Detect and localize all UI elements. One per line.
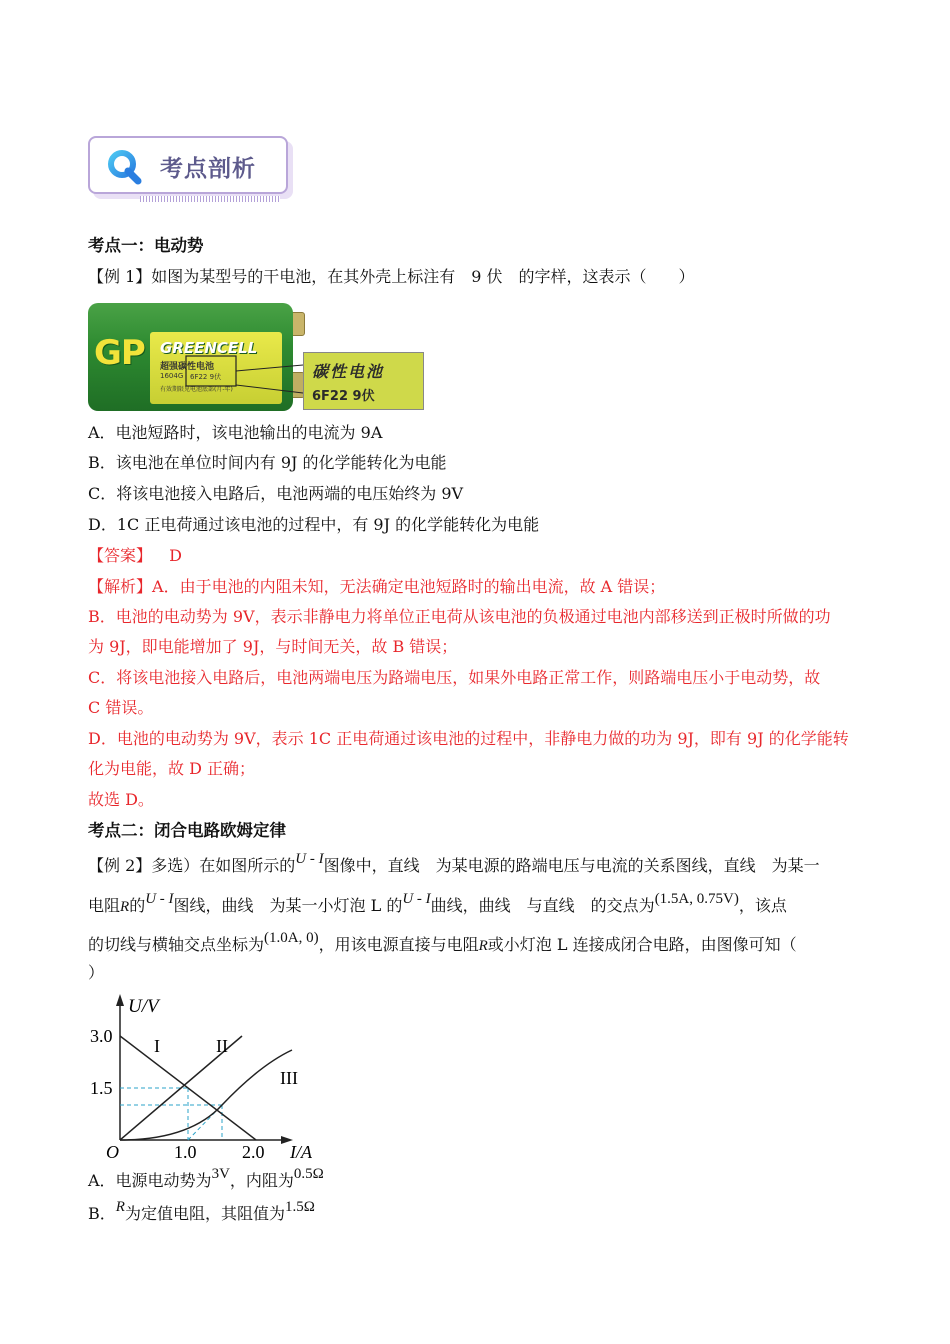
curve-III <box>120 1050 292 1140</box>
ui-graph <box>80 990 330 1160</box>
q2-text: 的切线与横轴交点坐标为 <box>88 935 265 954</box>
battery-label-cn: 超强碳性电池 <box>160 362 215 372</box>
battery-code: 1604G <box>160 372 184 380</box>
resistance-value: 1.5Ω <box>284 1199 315 1215</box>
analysis-line-7: 化为电能，故 D 正确； <box>88 759 256 778</box>
analysis-line-3: 为 9J，即电能增加了 9J，与时间无关，故 B 错误； <box>88 637 458 656</box>
q2-text: ，内阻为 <box>229 1171 294 1190</box>
r-symbol: R <box>115 1199 125 1215</box>
ui-symbol: U - I <box>295 851 324 867</box>
q2-line3 <box>88 930 868 957</box>
y-tick-3.0: 3.0 <box>90 1026 113 1046</box>
answer-line <box>88 545 868 567</box>
battery-product: GREENCELL <box>160 339 258 357</box>
q2-text: ，用该电源直接与电阻 <box>318 935 479 954</box>
internal-resistance: 0.5Ω <box>293 1166 324 1182</box>
q2-line2 <box>88 891 868 918</box>
q2-option-b <box>88 1199 868 1226</box>
analysis-line-8: 故选 D。 <box>88 790 154 809</box>
q2-line4: ） <box>88 963 105 982</box>
x-tick-2.0: 2.0 <box>242 1142 265 1160</box>
tangent-point: (1.0A, 0) <box>264 930 319 946</box>
header-underline <box>140 196 280 202</box>
analysis-text: A．由于电池的内阻未知，无法确定电池短路时的输出电流，故 A 错误； <box>152 577 666 596</box>
r-symbol: R <box>478 938 488 954</box>
y-tick-1.5: 1.5 <box>90 1078 113 1098</box>
answer-label: 【答案】 <box>88 546 153 565</box>
q2-text: A．电源电动势为 <box>88 1171 212 1190</box>
ui-symbol: U - I <box>145 891 174 907</box>
label-II: II <box>216 1036 228 1056</box>
q2-line1 <box>88 851 868 878</box>
q2-text: 的 <box>129 896 146 915</box>
label-III: III <box>280 1068 298 1088</box>
answer-value: D <box>169 546 182 565</box>
q2-text: ，该点 <box>738 896 787 915</box>
battery-model: 6F22 9伏 <box>190 373 222 381</box>
q2-text: 为定值电阻，其阻值为 <box>124 1204 285 1223</box>
x-axis-label: I/A <box>290 1142 312 1160</box>
q2-text: 图像中，直线 为某电源的路端电压与电流的关系图线，直线 为某一 <box>323 856 820 875</box>
q2-text: 电阻 <box>88 896 121 915</box>
analysis-line-5: C 错误。 <box>88 698 154 717</box>
label-I: I <box>154 1036 160 1056</box>
battery-brand: GP <box>94 333 145 373</box>
battery-note: 有效期限见电池底部(月-年) <box>160 386 233 393</box>
search-icon <box>104 147 144 187</box>
callout-box <box>185 355 305 395</box>
q2-text: 【例 2】多选）在如图所示的 <box>88 856 296 875</box>
q2-text: B． <box>88 1204 116 1223</box>
option-c: C．将该电池接入电路后，电池两端的电压始终为 9V <box>88 484 464 503</box>
zoom-line1: 碳性电池 <box>312 362 385 381</box>
option-b: B．该电池在单位时间内有 9J 的化学能转化为电能 <box>88 453 447 472</box>
q2-option-a <box>88 1166 868 1193</box>
ui-symbol: U - I <box>402 891 431 907</box>
section2-heading: 考点二：闭合电路欧姆定律 <box>88 821 286 840</box>
analysis-line-4: C．将该电池接入电路后，电池两端电压为路端电压，如果外电路正常工作，则路端电压小于电动势，故 <box>88 668 821 687</box>
q2-text: 或小灯泡 L 连接成闭合电路，由图像可知（ <box>487 935 797 954</box>
intersection-point: (1.5A, 0.75V) <box>654 891 739 907</box>
emf-value: 3V <box>211 1166 230 1182</box>
q2-text: 图线，曲线 为某一小灯泡 L 的 <box>173 896 403 915</box>
option-a: A．电池短路时，该电池输出的电流为 9A <box>88 423 383 442</box>
q2-text: 曲线，曲线 与直线 的交点为 <box>430 896 655 915</box>
analysis-line-2: B．电池的电动势为 9V，表示非静电力将单位正电荷从该电池的负极通过电池内部移送到正极时所做的功 <box>88 607 831 626</box>
analysis-line-6: D．电池的电动势为 9V，表示 1C 正电荷通过该电池的过程中，非静电力做的功为 9J，即有 9J 的化学能转 <box>88 729 849 748</box>
origin-label: O <box>106 1142 119 1160</box>
analysis-line-1 <box>88 576 868 598</box>
section1-heading: 考点一：电动势 <box>88 236 204 255</box>
zoom-line2: 6F22 9伏 <box>312 389 375 404</box>
y-axis-label: U/V <box>128 996 159 1017</box>
analysis-label: 【解析】 <box>88 577 153 596</box>
r-symbol: R <box>120 899 130 915</box>
y-axis-arrow <box>116 994 124 1006</box>
q1-text: 【例 1】如图为某型号的干电池，在其外壳上标注有 9 伏 的字样，这表示（ ） <box>88 267 695 286</box>
header-title: 考点剖析 <box>160 156 256 182</box>
option-d: D．1C 正电荷通过该电池的过程中，有 9J 的化学能转化为电能 <box>88 515 540 534</box>
x-tick-1.0: 1.0 <box>174 1142 197 1160</box>
